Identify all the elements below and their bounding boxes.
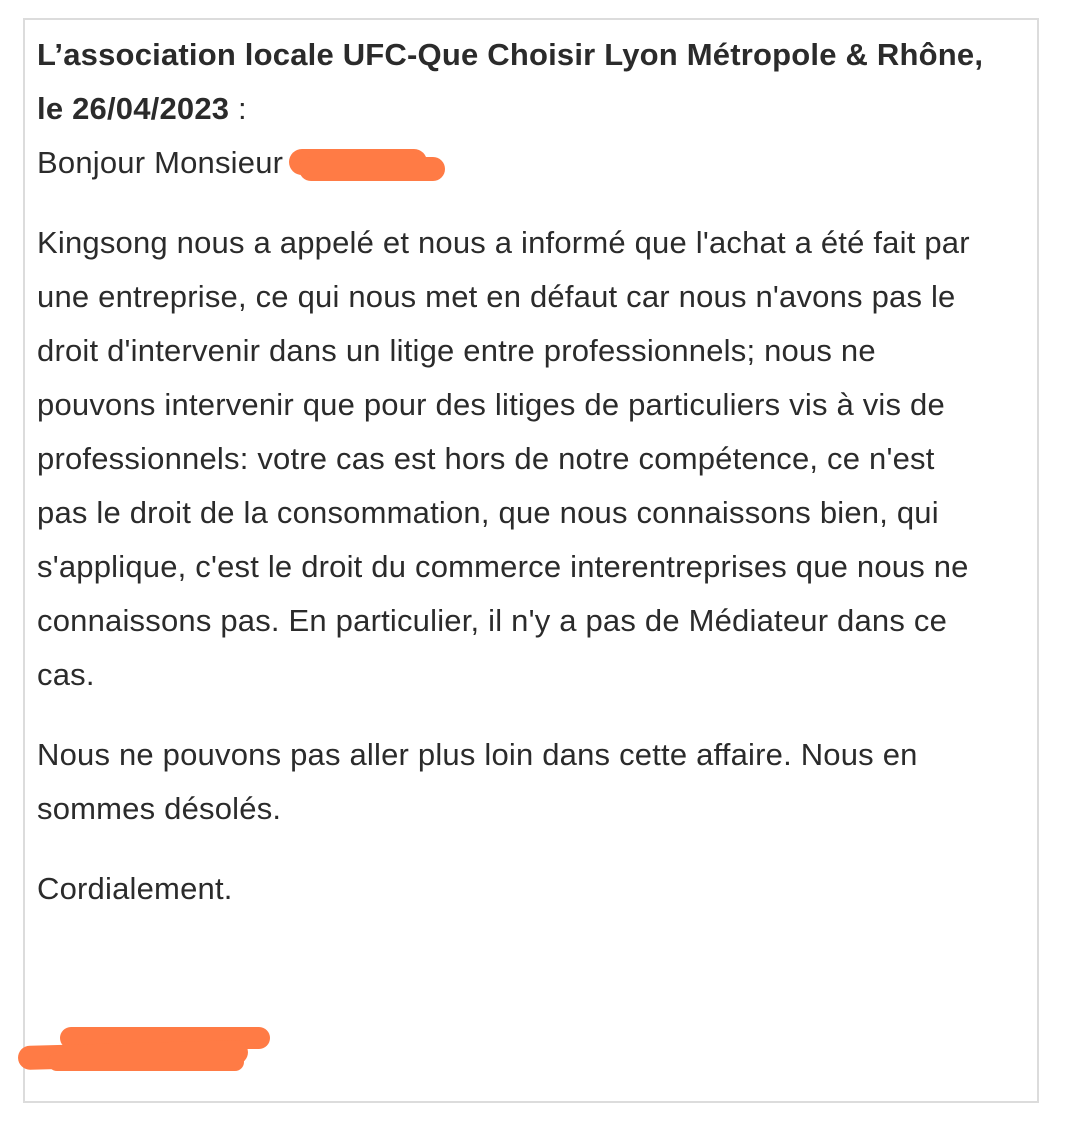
letter-paragraph-2: Nous ne pouvons pas aller plus loin dans cette affaire. Nous en sommes désolés. <box>37 737 918 826</box>
letter-paragraph-1: Kingsong nous a appelé et nous a informé que l'achat a été fait par une entreprise, ce qui nous met en défaut car nous n'avons pas le droit d'intervenir dans un litige entre professionnels; nous ne pouvons intervenir que pour des litiges de particuliers vis à vis de professionnels: votre cas est hors de notre compétence, ce n'est pas le droit de la consommation, que nous connaissons bien, qui s'applique, c'est le droit du commerce interentreprises que nous ne connaissons pas. En particulier, il n'y a pas de Médiateur dans ce cas. <box>37 225 970 692</box>
redacted-signature <box>18 1025 274 1075</box>
letter-body <box>37 28 987 916</box>
redaction-stroke <box>48 1053 244 1071</box>
greeting-text: Bonjour Monsieur <box>37 145 284 180</box>
letter-heading-text: L’association locale UFC-Que Choisir Lyon Métropole & Rhône, le 26/04/2023 <box>37 37 984 126</box>
letter-closing: Cordialement. <box>37 871 233 906</box>
letter-greeting <box>37 136 987 190</box>
redacted-name <box>289 147 441 177</box>
letter-heading-colon: : <box>229 91 247 126</box>
letter-heading <box>37 28 987 136</box>
